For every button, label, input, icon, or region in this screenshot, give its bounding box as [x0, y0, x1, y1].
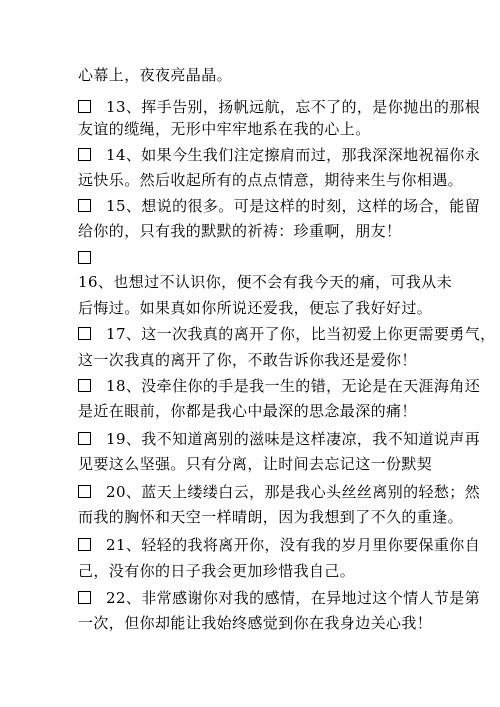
text-line: 19、我不知道离别的滋味是这样凄凉，我不知道说声再	[78, 429, 438, 449]
text-line: 21、轻轻的我将离开你，没有我的岁月里你要保重你自	[78, 535, 438, 555]
text-line: 16、也想过不认识你，便不会有我今天的痛，可我从未	[78, 273, 453, 291]
checkbox-icon	[78, 100, 91, 113]
text-line: 18、没牵住你的手是我一生的错，无论是在天涯海角还	[78, 376, 438, 396]
checkbox-icon	[78, 432, 91, 445]
text-line: 20、蓝天上缕缕白云，那是我心头丝丝离别的轻愁；然	[78, 482, 438, 502]
text-line: 这一次我真的离开了你，不敢告诉你我还是爱你！	[78, 351, 417, 369]
text-line	[78, 248, 438, 268]
text-line: 而我的胸怀和天空一样晴朗，因为我想到了不久的重逢。	[78, 508, 464, 526]
text-line: 给你的，只有我的默默的祈祷：珍重啊，朋友！	[78, 222, 402, 240]
text-line: 15、想说的很多。可是这样的时刻，这样的场合，能留	[78, 196, 438, 216]
checkbox-icon	[78, 379, 91, 392]
text-line: 己，没有你的日子我会更加珍惜我自己。	[78, 562, 356, 580]
text-line: 14、如果今生我们注定擦肩而过，那我深深地祝福你永	[78, 145, 438, 165]
checkbox-icon	[78, 538, 91, 551]
checkbox-icon	[78, 327, 91, 340]
checkbox-icon	[78, 485, 91, 498]
text-line: 见要这么坚强。只有分离，让时间去忘记这一份默契	[78, 455, 433, 473]
text-line: 一次，但你却能让我始终感觉到你在我身边关心我！	[78, 614, 433, 632]
text-line: 远快乐。然后收起所有的点点情意，期待来生与你相遇。	[78, 171, 464, 189]
text-line: 后悔过。如果真如你所说还爱我，便忘了我好好过。	[78, 299, 433, 317]
text-line: 友谊的缆绳，无形中牢牢地系在我的心上。	[78, 120, 371, 138]
text-line: 13、挥手告别，扬帆远航，忘不了的，是你抛出的那根	[78, 97, 438, 117]
checkbox-icon	[78, 199, 91, 212]
text-line: 22、非常感谢你对我的感情，在异地过这个情人节是第	[78, 588, 438, 608]
checkbox-icon	[78, 251, 91, 264]
checkbox-icon	[78, 591, 91, 604]
checkbox-icon	[78, 148, 91, 161]
text-line: 是近在眼前，你都是我心中最深的思念最深的痛！	[78, 402, 417, 420]
text-line: 心幕上，夜夜亮晶晶。	[78, 66, 233, 84]
text-line: 17、这一次我真的离开了你，比当初爱上你更需要勇气，	[78, 324, 438, 344]
